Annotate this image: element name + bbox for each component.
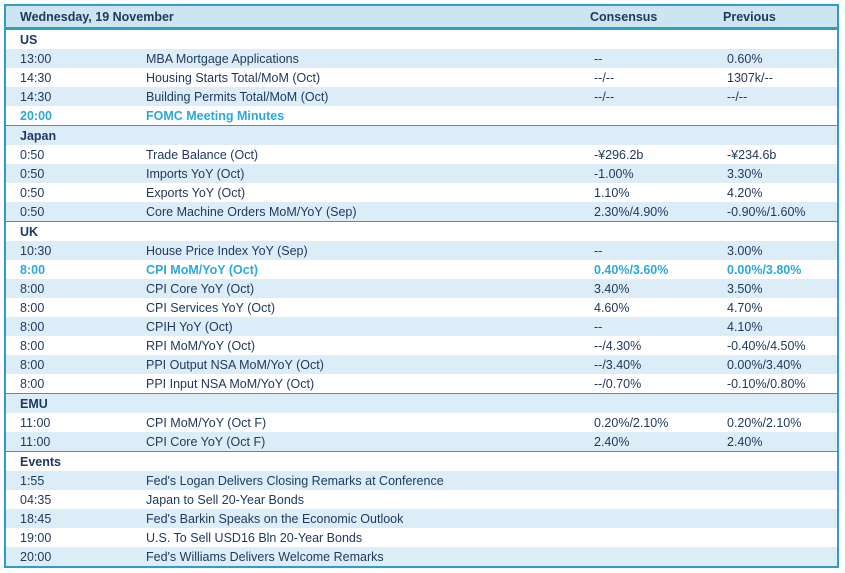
event-previous: -0.90%/1.60% [727, 204, 806, 219]
event-name: CPI Core YoY (Oct) [146, 281, 255, 296]
event-name: MBA Mortgage Applications [146, 51, 299, 66]
event-consensus: -1.00% [594, 166, 634, 181]
event-consensus: 0.20%/2.10% [594, 415, 669, 430]
event-time: 0:50 [20, 147, 45, 162]
event-time: 8:00 [20, 338, 45, 353]
section-label: Events [20, 454, 61, 469]
event-previous: 0.00%/3.40% [727, 357, 802, 372]
event-name: Fed's Logan Delivers Closing Remarks at Conference [146, 473, 444, 488]
event-name: Japan to Sell 20-Year Bonds [146, 492, 304, 507]
event-previous: 0.00%/3.80% [727, 262, 802, 277]
event-consensus: 2.30%/4.90% [594, 204, 669, 219]
event-consensus: --/4.30% [594, 338, 642, 353]
event-time: 0:50 [20, 204, 45, 219]
event-previous: 0.60% [727, 51, 763, 66]
event-consensus: --/-- [594, 70, 615, 85]
event-row [6, 336, 837, 355]
section-row [6, 221, 837, 241]
event-row [6, 471, 837, 490]
event-consensus: -¥296.2b [594, 147, 644, 162]
event-time: 8:00 [20, 319, 45, 334]
section-row [6, 29, 837, 49]
event-time: 14:30 [20, 89, 52, 104]
event-previous: 3.00% [727, 243, 763, 258]
event-row [6, 279, 837, 298]
column-header-consensus: Consensus [590, 9, 658, 24]
event-time: 14:30 [20, 70, 52, 85]
table-header [6, 6, 837, 29]
event-name: PPI Output NSA MoM/YoY (Oct) [146, 357, 324, 372]
event-time: 8:00 [20, 262, 46, 277]
event-previous: 3.30% [727, 166, 763, 181]
section-row [6, 393, 837, 413]
event-consensus: 3.40% [594, 281, 630, 296]
event-consensus: 2.40% [594, 434, 630, 449]
event-time: 1:55 [20, 473, 45, 488]
event-time: 20:00 [20, 108, 52, 123]
event-previous: -0.40%/4.50% [727, 338, 806, 353]
event-row [6, 87, 837, 106]
event-row [6, 68, 837, 87]
event-row [6, 509, 837, 528]
event-time: 13:00 [20, 51, 52, 66]
event-consensus: --/0.70% [594, 376, 642, 391]
event-row [6, 317, 837, 336]
event-name: House Price Index YoY (Sep) [146, 243, 308, 258]
event-time: 11:00 [20, 434, 51, 449]
event-row [6, 241, 837, 260]
event-consensus: -- [594, 51, 603, 66]
event-time: 8:00 [20, 376, 45, 391]
economic-calendar-table [4, 4, 839, 568]
event-consensus: -- [594, 243, 603, 258]
event-row [6, 528, 837, 547]
event-name: CPIH YoY (Oct) [146, 319, 233, 334]
event-time: 20:00 [20, 549, 52, 564]
event-name: CPI MoM/YoY (Oct) [146, 262, 259, 277]
event-row [6, 547, 837, 566]
section-row [6, 451, 837, 471]
event-row [6, 260, 837, 279]
section-label: Japan [20, 128, 57, 143]
event-consensus: --/-- [594, 89, 615, 104]
event-previous: 4.70% [727, 300, 763, 315]
event-previous: -¥234.6b [727, 147, 777, 162]
event-time: 19:00 [20, 530, 52, 545]
event-name: CPI Services YoY (Oct) [146, 300, 275, 315]
event-row [6, 298, 837, 317]
event-name: FOMC Meeting Minutes [146, 108, 285, 123]
event-time: 04:35 [20, 492, 52, 507]
event-name: PPI Input NSA MoM/YoY (Oct) [146, 376, 315, 391]
event-name: Fed's Williams Delivers Welcome Remarks [146, 549, 384, 564]
event-name: Fed's Barkin Speaks on the Economic Outlook [146, 511, 404, 526]
event-time: 0:50 [20, 185, 45, 200]
event-time: 10:30 [20, 243, 52, 258]
event-name: Exports YoY (Oct) [146, 185, 246, 200]
event-row [6, 490, 837, 509]
event-name: CPI Core YoY (Oct F) [146, 434, 266, 449]
column-header-previous: Previous [723, 9, 776, 24]
event-consensus: 4.60% [594, 300, 630, 315]
date-title: Wednesday, 19 November [20, 9, 174, 24]
event-time: 0:50 [20, 166, 45, 181]
event-previous: 1307k/-- [727, 70, 773, 85]
event-previous: --/-- [727, 89, 748, 104]
event-time: 18:45 [20, 511, 52, 526]
event-name: Imports YoY (Oct) [146, 166, 245, 181]
event-previous: 4.20% [727, 185, 763, 200]
section-label: UK [20, 224, 39, 239]
event-previous: 0.20%/2.10% [727, 415, 802, 430]
event-row [6, 202, 837, 221]
event-name: Core Machine Orders MoM/YoY (Sep) [146, 204, 357, 219]
event-row [6, 145, 837, 164]
event-time: 8:00 [20, 281, 45, 296]
event-previous: -0.10%/0.80% [727, 376, 806, 391]
table-rows [6, 29, 837, 566]
event-row [6, 164, 837, 183]
event-name: RPI MoM/YoY (Oct) [146, 338, 256, 353]
section-label: US [20, 32, 38, 47]
event-name: Trade Balance (Oct) [146, 147, 259, 162]
event-row [6, 49, 837, 68]
event-consensus: 1.10% [594, 185, 630, 200]
event-row [6, 413, 837, 432]
event-name: CPI MoM/YoY (Oct F) [146, 415, 267, 430]
event-name: U.S. To Sell USD16 Bln 20-Year Bonds [146, 530, 363, 545]
section-row [6, 125, 837, 145]
event-previous: 4.10% [727, 319, 763, 334]
event-previous: 2.40% [727, 434, 763, 449]
event-time: 8:00 [20, 300, 45, 315]
section-label: EMU [20, 396, 48, 411]
event-row [6, 106, 837, 125]
event-consensus: --/3.40% [594, 357, 642, 372]
event-row [6, 355, 837, 374]
event-name: Building Permits Total/MoM (Oct) [146, 89, 329, 104]
event-consensus: 0.40%/3.60% [594, 262, 669, 277]
event-name: Housing Starts Total/MoM (Oct) [146, 70, 321, 85]
event-row [6, 183, 837, 202]
event-time: 11:00 [20, 415, 51, 430]
event-consensus: -- [594, 319, 603, 334]
event-row [6, 432, 837, 451]
event-previous: 3.50% [727, 281, 763, 296]
event-row [6, 374, 837, 393]
event-time: 8:00 [20, 357, 45, 372]
